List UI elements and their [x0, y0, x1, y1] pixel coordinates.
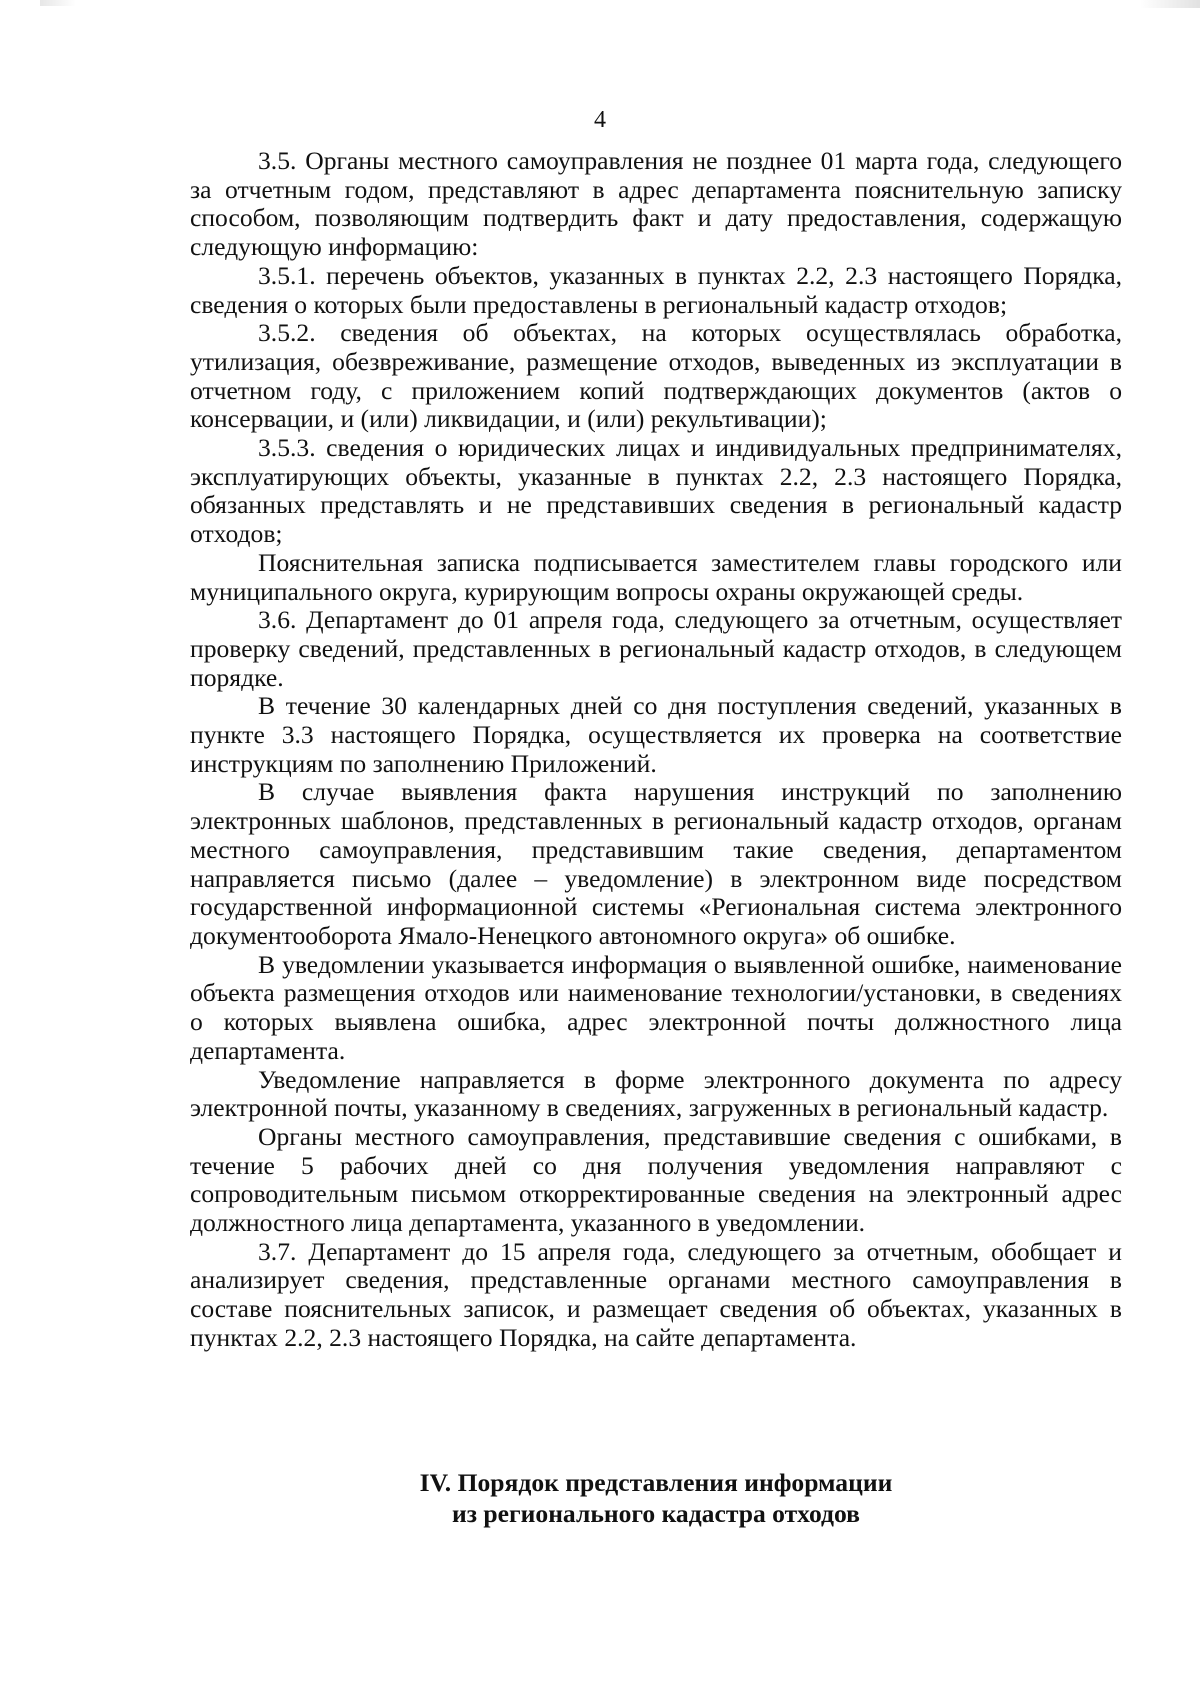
- scan-artifact: [40, 0, 76, 6]
- paragraph-3-7: 3.7. Департамент до 15 апреля года, следующего за отчетным, обобщает и анализирует сведения, представленные органами местного самоуправления в составе пояснительных записок, и размещает сведения об объектах, указанных в пунктах 2.2, 2.3 настоящего Порядка, на сайте департамента.: [190, 1236, 1122, 1352]
- scan-artifact: [1140, 0, 1200, 8]
- section-heading-line-2: из регионального кадастра отходов: [452, 1499, 860, 1528]
- paragraph-3-5-1: 3.5.1. перечень объектов, указанных в пунктах 2.2, 2.3 настоящего Порядка, сведения о которых были предоставлены в региональный кадастр отходов;: [190, 260, 1122, 319]
- paragraph-corrections: Органы местного самоуправления, представившие сведения с ошибками, в течение 5 рабочих дней со дня получения уведомления направляют с сопроводительным письмом откорректированные сведения на электронный адрес должностного лица департамента, указанного в уведомлении.: [190, 1121, 1122, 1238]
- paragraph-3-5-3: 3.5.3. сведения о юридических лицах и индивидуальных предпринимателях, эксплуатирующих объекты, указанные в пунктах 2.2, 2.3 настоящего Порядка, обязанных представлять и не представивших сведения в региональный кадастр отходов;: [190, 433, 1122, 549]
- paragraph-notice-contents: В уведомлении указывается информация о выявленной ошибке, наименование объекта размещения отходов или наименование технологии/установки, в сведениях о которых выявлена ошибка, адрес электронной почты должностного лица департамента.: [190, 949, 1122, 1065]
- paragraph-violation-notice: В случае выявления факта нарушения инструкций по заполнению электронных шаблонов, представленных в региональный кадастр отходов, органам местного самоуправления, представившим такие сведения, департаментом направляется письмо (далее – уведомление) в электронном виде посредством государственной информационной системы «Региональная система электронного документооборота Ямало-Ненецкого автономного округа» об ошибке.: [190, 777, 1122, 950]
- page-number: 4: [594, 107, 606, 133]
- paragraph-3-5: 3.5. Органы местного самоуправления не позднее 01 марта года, следующего за отчетным годом, представляют в адрес департамента пояснительную записку способом, позволяющим подтвердить факт и дату предоставления, содержащую следующую информацию:: [190, 146, 1122, 262]
- paragraph-explanatory-note-signature: Пояснительная записка подписывается заместителем главы городского или муниципального округа, курирующим вопросы охраны окружающей среды.: [190, 547, 1122, 606]
- paragraph-verification-period: В течение 30 календарных дней со дня поступления сведений, указанных в пункте 3.3 настоящего Порядка, осуществляется их проверка на соответствие инструкциям по заполнению Приложений.: [190, 691, 1122, 778]
- paragraph-notice-delivery: Уведомление направляется в форме электронного документа по адресу электронной почты, указанному в сведениях, загруженных в региональный кадастр.: [190, 1064, 1122, 1123]
- section-heading-line-1: IV. Порядок представления информации: [419, 1468, 893, 1497]
- section-heading: [190, 1467, 1122, 1529]
- paragraph-3-5-2: 3.5.2. сведения об объектах, на которых осуществлялась обработка, утилизация, обезвреживание, размещение отходов, выведенных из эксплуатации в отчетном году, с приложением копий подтверждающих документов (актов о консервации, и (или) ликвидации, и (или) рекультивации);: [190, 318, 1122, 434]
- paragraph-3-6: 3.6. Департамент до 01 апреля года, следующего за отчетным, осуществляет проверку сведений, представленных в региональный кадастр отходов, в следующем порядке.: [190, 605, 1122, 692]
- document-body: [190, 147, 1122, 1353]
